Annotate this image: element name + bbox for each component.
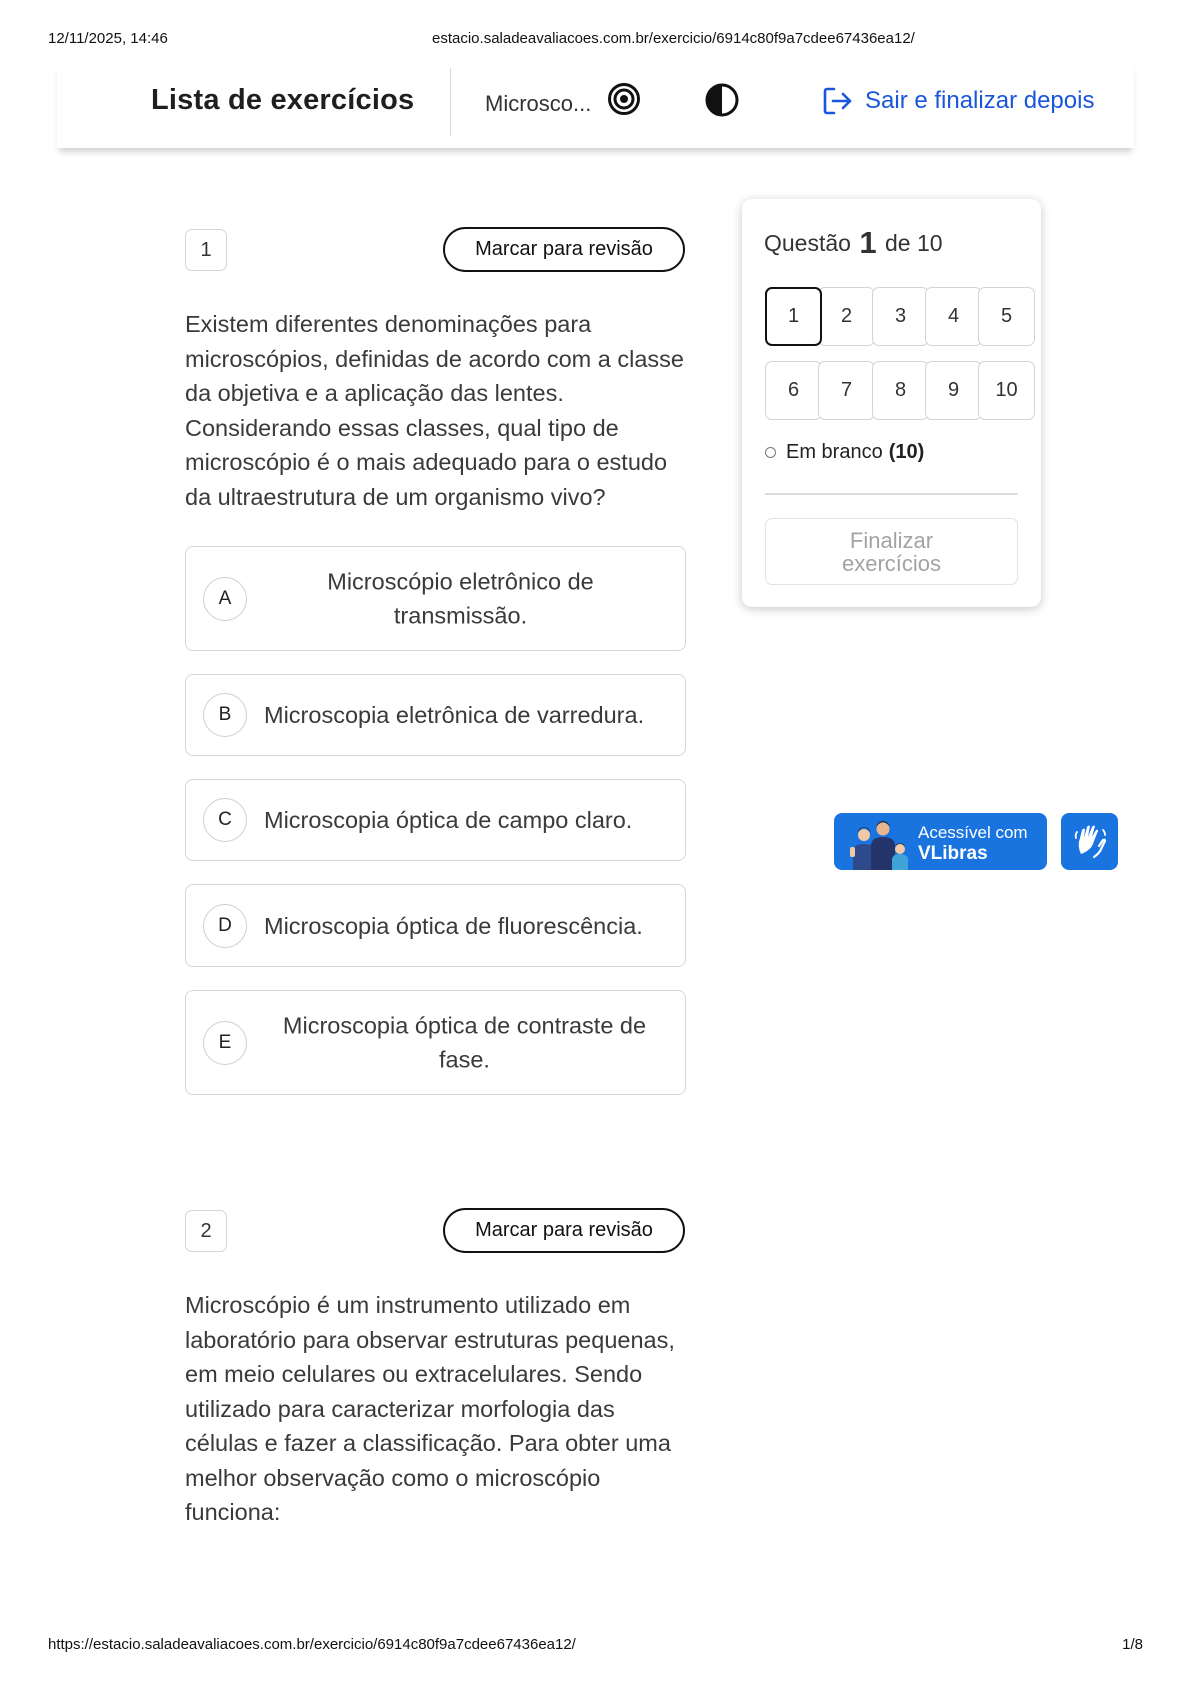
option-text: Microscopia eletrônica de varredura. <box>264 701 645 728</box>
exit-button[interactable] <box>821 82 1094 120</box>
option-letter: A <box>203 577 247 621</box>
option-letter: C <box>203 798 247 842</box>
vlibras-banner[interactable] <box>834 813 1047 870</box>
navigator-current: 1 <box>859 225 877 260</box>
page-title: Lista de exercícios <box>151 84 415 116</box>
option-text: Microscopia óptica de contraste de fase. <box>282 1012 647 1073</box>
mark-review-button-2[interactable]: Marcar para revisão <box>443 1208 685 1253</box>
blank-dot-icon <box>765 447 776 458</box>
option-letter: B <box>203 693 247 737</box>
question-text-2: Microscópio é um instrumento utilizado em laboratório para observar estruturas pequenas, em meio celulares ou extracelulares. Sendo utilizado para caracterizar morfologia das células e fazer a classificação. Para obter uma melhor observação como o microscópio funciona: <box>185 1292 675 1525</box>
option-text: Microscopia óptica de fluorescência. <box>264 912 643 939</box>
navigator-title <box>764 225 943 261</box>
nav-question-3[interactable]: 3 <box>872 287 929 346</box>
hands-icon <box>1072 824 1108 860</box>
option-b[interactable] <box>185 674 686 756</box>
exit-icon <box>821 84 855 118</box>
navigator-suffix: de 10 <box>884 230 943 256</box>
nav-question-4[interactable]: 4 <box>925 287 982 346</box>
nav-question-6[interactable]: 6 <box>765 361 822 420</box>
vlibras-people-icon <box>846 817 916 870</box>
subject-name: Microsco... <box>485 91 592 116</box>
print-header <box>48 30 1143 50</box>
print-url-footer: https://estacio.saladeavaliacoes.com.br/exercicio/6914c80f9a7cdee67436ea12/ <box>48 1636 576 1653</box>
option-text: Microscopia óptica de campo claro. <box>264 806 633 833</box>
mark-review-button-1[interactable]: Marcar para revisão <box>443 227 685 272</box>
nav-question-1[interactable]: 1 <box>765 287 822 346</box>
exit-label: Sair e finalizar depois <box>865 87 1095 114</box>
blank-status <box>765 441 924 464</box>
nav-question-8[interactable]: 8 <box>872 361 929 420</box>
navigator-prefix: Questão <box>764 230 851 256</box>
print-url-header: estacio.saladeavaliacoes.com.br/exercicio/6914c80f9a7cdee67436ea12/ <box>432 30 915 47</box>
print-page-number: 1/8 <box>1122 1636 1143 1653</box>
option-letter: E <box>203 1021 247 1065</box>
finish-button[interactable]: Finalizar exercícios <box>765 518 1018 585</box>
blank-label: Em branco <box>786 441 883 463</box>
target-icon[interactable] <box>607 82 641 116</box>
print-datetime: 12/11/2025, 14:46 <box>48 30 168 47</box>
question-text-1: Existem diferentes denominações para microscópios, definidas de acordo com a classe da objetiva e a aplicação das lentes. Considerando essas classes, qual tipo de microscópio é o mais adequado para o estudo da ultraestrutura de um organismo vivo? <box>185 311 684 510</box>
blank-count: (10) <box>888 441 925 463</box>
header-divider <box>450 68 451 136</box>
option-a[interactable] <box>185 546 686 651</box>
nav-question-9[interactable]: 9 <box>925 361 982 420</box>
vlibras-line1: Acessível com <box>918 823 1028 842</box>
option-d[interactable] <box>185 884 686 967</box>
contrast-icon[interactable] <box>704 82 740 118</box>
nav-question-10[interactable]: 10 <box>978 361 1035 420</box>
option-text: Microscópio eletrônico de transmissão. <box>327 568 594 629</box>
vlibras-line2: VLibras <box>918 843 988 864</box>
top-bar <box>57 62 1134 148</box>
question-navigator <box>742 199 1041 607</box>
navigator-divider <box>765 493 1018 495</box>
question-number-2: 2 <box>185 1210 227 1252</box>
option-c[interactable] <box>185 779 686 861</box>
option-letter: D <box>203 904 247 948</box>
nav-question-7[interactable]: 7 <box>818 361 875 420</box>
question-number-1: 1 <box>185 229 227 271</box>
vlibras-button[interactable] <box>1061 813 1118 870</box>
print-footer <box>48 1636 1143 1656</box>
nav-question-5[interactable]: 5 <box>978 287 1035 346</box>
option-e[interactable] <box>185 990 686 1095</box>
nav-question-2[interactable]: 2 <box>818 287 875 346</box>
